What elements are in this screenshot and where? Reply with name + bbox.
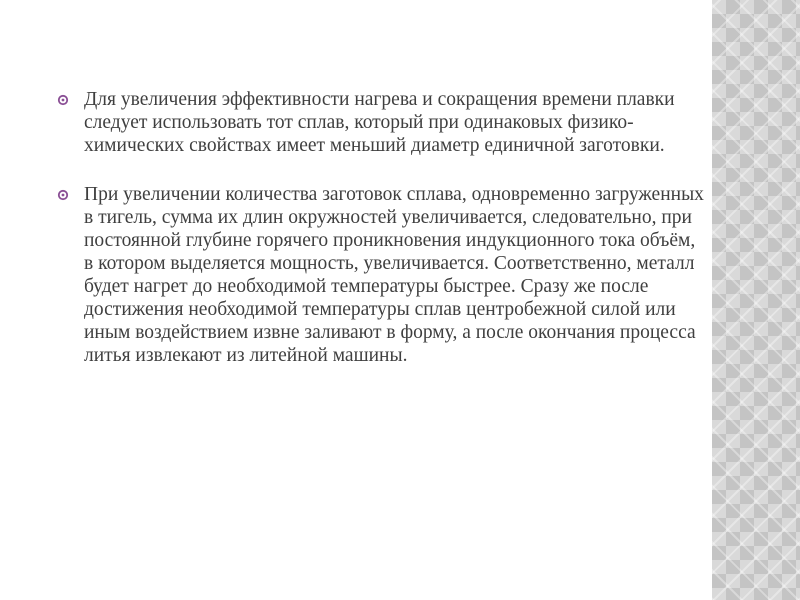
slide-content [52, 88, 707, 393]
bullet-text: При увеличении количества заготовок сплава, одновременно загруженных в тигель, сумма их длин окружностей увеличивается, следовательно, при постоянной глубине горячего проникновения индукционного тока объём, в котором выделяется мощность, увеличивается. Соответственно, металл будет нагрет до необходимой температуры быстрее. Сразу же после достижения необходимой температуры сплав центробежной силой или иным воздействием извне заливают в форму, а после окончания процесса литья извлекают из литейной машины. [84, 184, 704, 366]
circle-bullet-icon [57, 189, 69, 201]
bullet-text: Для увеличения эффективности нагрева и сокращения времени плавки следует использовать тот сплав, который при одинаковых физико-химических свойствах имеет меньший диаметр единичной заготовки. [84, 89, 675, 156]
circle-bullet-icon [57, 94, 69, 106]
bullet-item [52, 183, 707, 367]
decorative-side-pattern [712, 0, 800, 600]
bullet-item [52, 88, 707, 157]
